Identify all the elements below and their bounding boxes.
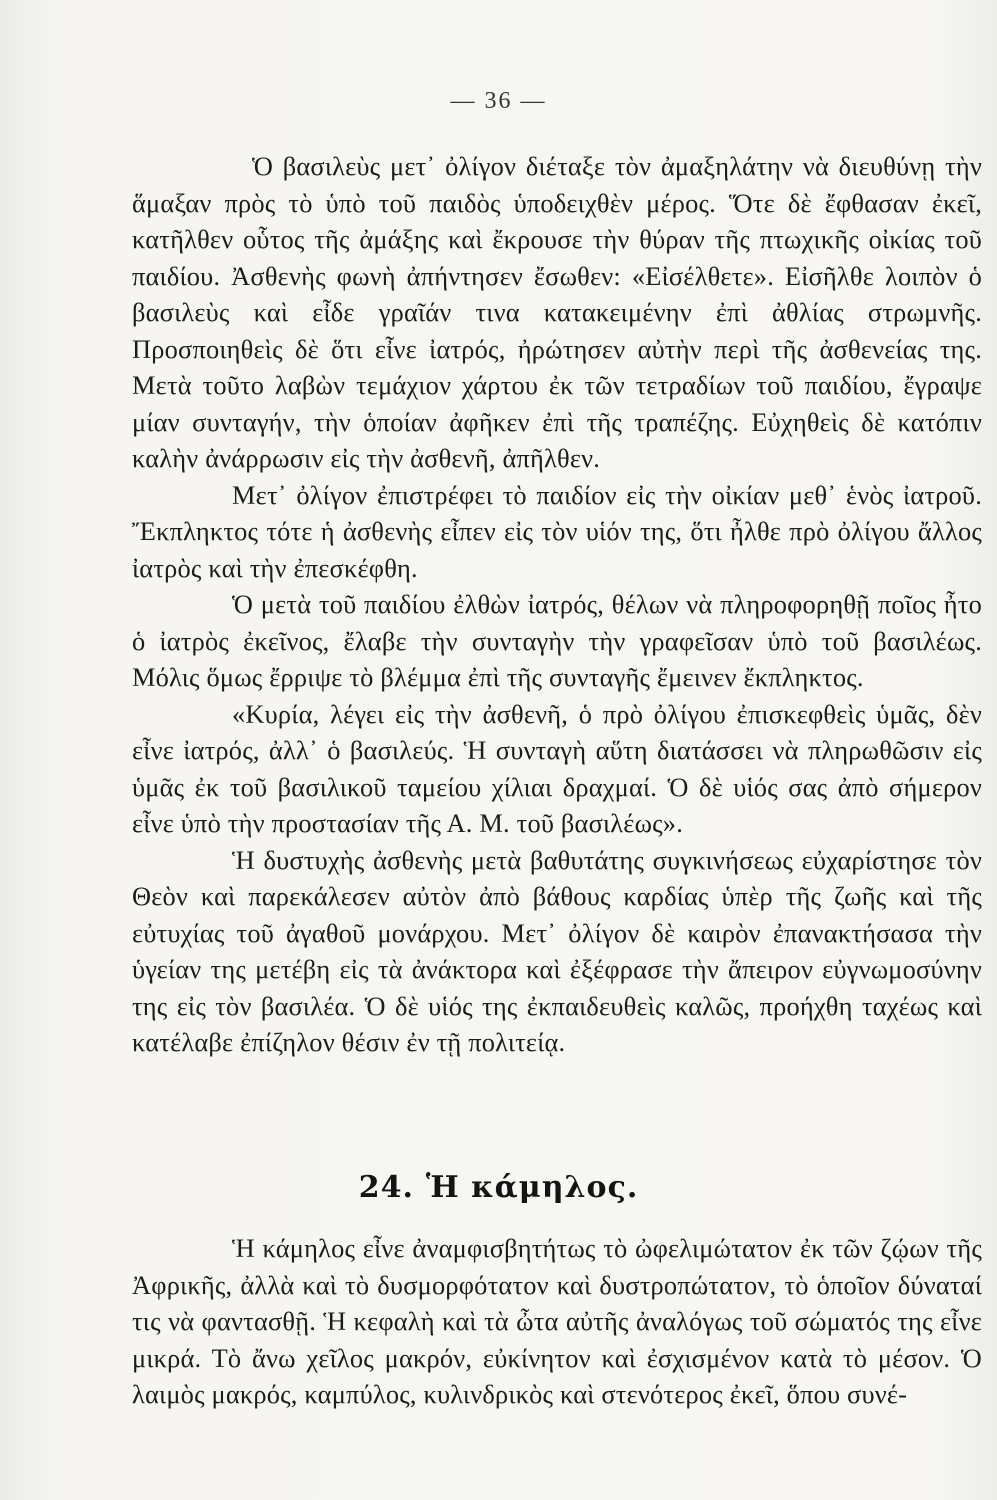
- section-heading: [0, 1170, 997, 1205]
- story-paragraph-2: Μετ᾽ ὀλίγον ἐπιστρέφει τὸ παιδίον εἰς τὴν οἰκίαν μεθ᾽ ἑνὸς ἰατροῦ. Ἔκπληκτος τότε ἡ ἀσθενὴς εἶπεν εἰς τὸν υἱόν της, ὅτι ἦλθε πρὸ ὀλίγου ἄλλος ἰατρὸς καὶ τὴν ἐπεσκέφθη.: [132, 479, 982, 583]
- section-title: Ἡ κάμηλος.: [425, 1170, 639, 1205]
- story-paragraph-1: Ὁ βασιλεὺς μετ᾽ ὀλίγον διέταξε τὸν ἀμαξηλάτην νὰ διευθύνῃ τὴν ἅμαξαν πρὸς τὸ ὑπὸ τοῦ παιδὸς ὑποδειχθὲν μέρος. Ὅτε δὲ ἔφθασαν ἐκεῖ, κατῆλθεν οὗτος τῆς ἀμάξης καὶ ἔκρουσε τὴν θύραν τῆς πτωχικῆς οἰκίας τοῦ παιδίου. Ἀσθενὴς φωνὴ ἀπήντησεν ἔσωθεν: «Εἰσέλθετε». Εἰσῆλθε λοιπὸν ὁ βασιλεὺς καὶ εἶδε γραῖάν τινα κατακειμένην ἐπὶ ἀθλίας στρωμνῆς. Προσποιηθεὶς δὲ ὅτι εἶνε ἰατρός, ἠρώτησεν αὐτὴν περὶ τῆς ἀσθενείας της. Μετὰ τοῦτο λαβὼν τεμάχιον χάρτου ἐκ τῶν τετραδίων τοῦ παιδίου, ἔγραψε μίαν συνταγήν, τὴν ὁποίαν ἀφῆκεν ἐπὶ τῆς τραπέζης. Εὐχηθεὶς δὲ κατόπιν καλὴν ἀνάρρωσιν εἰς τὴν ἀσθενῆ, ἀπῆλθεν.: [132, 151, 982, 473]
- story-text: [132, 148, 982, 1061]
- section-text: [132, 1230, 982, 1413]
- section-number: 24.: [358, 1170, 414, 1205]
- story-paragraph-4: «Κυρία, λέγει εἰς τὴν ἀσθενῆ, ὁ πρὸ ὀλίγου ἐπισκεφθεὶς ὑμᾶς, δὲν εἶνε ἰατρός, ἀλλ᾽ ὁ βασιλεύς. Ἡ συνταγὴ αὕτη διατάσσει νὰ πληρωθῶσιν εἰς ὑμᾶς ἐκ τοῦ βασιλικοῦ ταμείου χίλιαι δραχμαί. Ὁ δὲ υἱός σας ἀπὸ σήμερον εἶνε ὑπὸ τὴν προστασίαν τῆς Α. Μ. τοῦ βασιλέως».: [132, 698, 982, 838]
- page-number: — 36 —: [450, 88, 547, 114]
- section-paragraph-1: Ἡ κάμηλος εἶνε ἀναμφισβητήτως τὸ ὠφελιμώτατον ἐκ τῶν ζῴων τῆς Ἀφρικῆς, ἀλλὰ καὶ τὸ δυσμορφότατον καὶ δυστροπώτατον, τὸ ὁποῖον δύναταί τις νὰ φαντασθῇ. Ἡ κεφαλὴ καὶ τὰ ὦτα αὐτῆς ἀναλόγως τοῦ σώματός της εἶνε μικρά. Τὸ ἄνω χεῖλος μακρόν, εὐκίνητον καὶ ἐσχισμένον κατὰ τὸ μέσον. Ὁ λαιμὸς μακρός, καμπύλος, κυλινδρικὸς καὶ στενότερος ἐκεῖ, ὅπου συνέ-: [132, 1233, 982, 1409]
- story-paragraph-3: Ὁ μετὰ τοῦ παιδίου ἐλθὼν ἰατρός, θέλων νὰ πληροφορηθῇ ποῖος ἦτο ὁ ἰατρὸς ἐκεῖνος, ἔλαβε τὴν συνταγὴν τὴν γραφεῖσαν ὑπὸ τοῦ βασιλέως. Μόλις ὅμως ἔρριψε τὸ βλέμμα ἐπὶ τῆς συνταγῆς ἔμεινεν ἔκπληκτος.: [132, 589, 982, 692]
- story-paragraph-5: Ἡ δυστυχὴς ἀσθενὴς μετὰ βαθυτάτης συγκινήσεως εὐχαρίστησε τὸν Θεὸν καὶ παρεκάλεσεν αὐτὸν ἀπὸ βάθους καρδίας ὑπὲρ τῆς ζωῆς καὶ τῆς εὐτυχίας τοῦ ἀγαθοῦ μονάρχου. Μετ᾽ ὀλίγον δὲ καιρὸν ἐπανακτήσασα τὴν ὑγείαν της μετέβη εἰς τὰ ἀνάκτορα καὶ ἐξέφρασε τὴν ἄπειρον εὐγνωμοσύνην της εἰς τὸν βασιλέα. Ὁ δὲ υἱός της ἐκπαιδευθεὶς καλῶς, προήχθη ταχέως καὶ κατέλαβε ἐπίζηλον θέσιν ἐν τῇ πολιτείᾳ.: [132, 844, 982, 1057]
